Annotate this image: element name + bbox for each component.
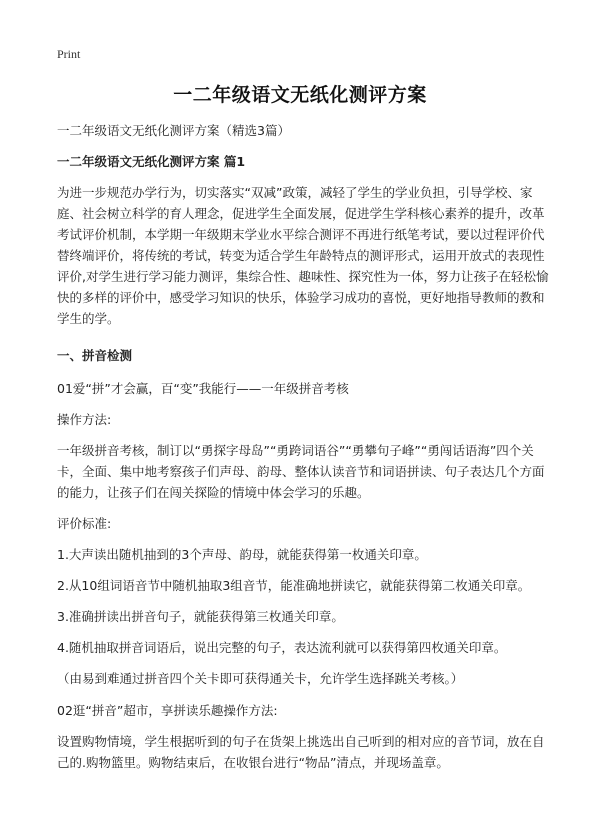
criteria-label: 评价标准: — [57, 516, 112, 531]
item-01-title: 01爱“拼”才会赢，百“变”我能行——一年级拼音考核 — [57, 381, 349, 396]
item-02-title: 02逛“拼音”超市，享拼读乐趣操作方法: — [57, 703, 278, 718]
print-link[interactable]: Print — [57, 47, 81, 61]
section-heading-pinyin: 一、拼音检测 — [57, 348, 133, 363]
article-subtitle: 一二年级语文无纸化测评方案（精选3篇） — [57, 123, 290, 138]
criteria-item: 1.大声读出随机抽到的3个声母、韵母，就能获得第一枚通关印章。 — [57, 547, 427, 562]
intro-paragraph: 为进一步规范办学行为，切实落实“双减”政策，减轻了学生的学业负担，引导学校、家庭、社会树立科学的育人理念，促进学生全面发展，促进学生学科核心素养的提升，改革考试评价机制，本学期一年级期末学业水平综合测评不再进行纸笔考试，要以过程评价代替终端评价，将传统的考试，转变为适合学生年龄特点的测评形式，运用开放式的表现性评价,对学生进行学习能力测评，集综合性、趣味性、探究性为一体，努力让孩子在轻松愉快的多样的评价中，感受学习知识的快乐，体验学习成功的喜悦，更好地指导教师的教和学生的学。 — [57, 185, 549, 326]
item-02-paragraph: 设置购物情境，学生根据听到的句子在货架上挑选出自己听到的相对应的音节词，放在自己的.购物篮里。购物结束后，在收银台进行“物品”清点，并现场盖章。 — [57, 734, 545, 770]
article-heading: 一二年级语文无纸化测评方案 篇1 — [57, 154, 246, 169]
article-body — [57, 120, 552, 783]
method-paragraph: 一年级拼音考核，制订以“勇探字母岛”“勇跨词语谷”“勇攀句子峰”“勇闯话语海”四个关卡，全面、集中地考察孩子们声母、韵母、整体认读音节和词语拼读、句子表达几个方面的能力，让孩子们在闯关探险的情境中体会学习的乐趣。 — [57, 443, 545, 500]
method-label: 操作方法: — [57, 412, 112, 427]
criteria-item: 2.从10组词语音节中随机抽取3组音节，能准确地拼读它，就能获得第二枚通关印章。 — [57, 578, 531, 593]
criteria-item: 3.准确拼读出拼音句子，就能获得第三枚通关印章。 — [57, 609, 344, 624]
criteria-note: （由易到难通过拼音四个关卡即可获得通关卡，允许学生选择跳关考核。） — [57, 671, 464, 686]
page-title: 一二年级语文无纸化测评方案 — [173, 84, 427, 106]
criteria-item: 4.随机抽取拼音词语后，说出完整的句子，表达流利就可以获得第四枚通关印章。 — [57, 640, 507, 655]
